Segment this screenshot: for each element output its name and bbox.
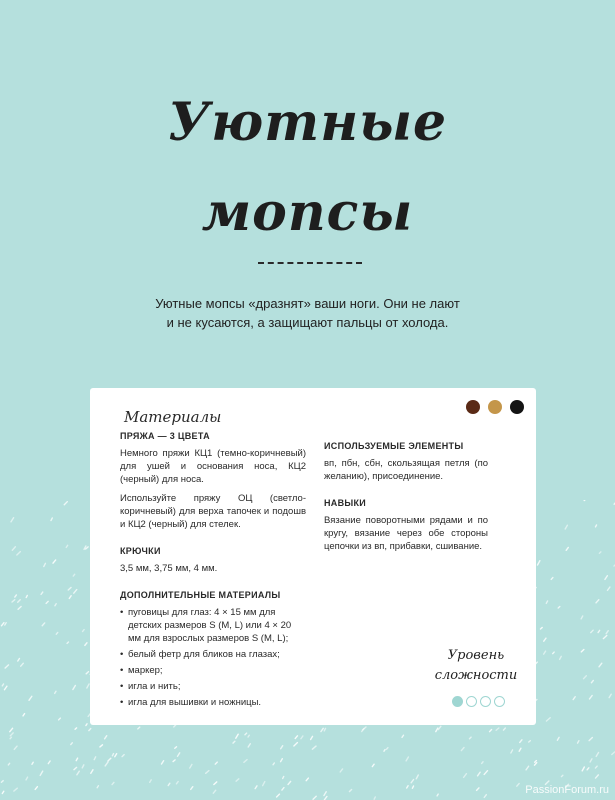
speckle-mark	[10, 737, 11, 739]
speckle-mark	[557, 737, 559, 740]
speckle-mark	[484, 795, 486, 798]
speckle-mark	[582, 767, 584, 771]
speckle-mark	[42, 623, 44, 626]
speckle-mark	[581, 616, 583, 619]
speckle-mark	[546, 718, 550, 721]
speckle-mark	[412, 786, 413, 788]
speckle-mark	[233, 741, 235, 743]
speckle-mark	[596, 775, 599, 778]
speckle-mark	[490, 730, 492, 732]
speckle-mark	[23, 714, 25, 716]
speckle-mark	[4, 686, 6, 690]
difficulty-dot	[452, 696, 463, 707]
speckle-mark	[478, 772, 481, 776]
speckle-mark	[29, 696, 32, 700]
speckle-mark	[69, 596, 71, 599]
speckle-mark	[595, 766, 597, 768]
list-item: • игла и нить;	[120, 680, 306, 693]
speckle-mark	[263, 782, 265, 786]
speckle-mark	[581, 649, 584, 651]
speckle-mark	[56, 632, 57, 634]
difficulty-dot	[480, 696, 491, 707]
speckle-mark	[112, 754, 113, 756]
speckle-mark	[324, 796, 326, 799]
decorative-dashed-divider	[258, 262, 362, 264]
speckle-mark	[436, 728, 438, 732]
speckle-mark	[14, 788, 17, 791]
speckle-mark	[215, 762, 217, 764]
speckle-mark	[566, 547, 568, 550]
speckle-mark	[526, 766, 529, 770]
speckle-mark	[535, 761, 537, 763]
speckle-mark	[589, 738, 592, 741]
speckle-mark	[438, 726, 440, 729]
speckle-mark	[44, 563, 46, 566]
speckle-mark	[406, 757, 408, 761]
speckle-mark	[324, 792, 326, 796]
speckle-mark	[273, 763, 274, 765]
speckle-mark	[484, 771, 487, 775]
speckle-mark	[540, 627, 542, 629]
difficulty-rating	[452, 696, 505, 707]
yarn-swatch-light-brown	[488, 400, 502, 414]
yarn-swatch-black	[510, 400, 524, 414]
speckle-mark	[248, 735, 249, 737]
elements-text: вп, пбн, сбн, скользящая петля (по желанию), присоединение.	[324, 458, 488, 482]
speckle-mark	[32, 762, 33, 764]
yarn-swatch-dark-brown	[466, 400, 480, 414]
watermark-text: PassionForum.ru	[525, 784, 609, 796]
materials-left-column	[120, 430, 306, 723]
speckle-mark	[51, 518, 52, 521]
speckle-mark	[94, 757, 95, 760]
speckle-mark	[591, 630, 593, 632]
speckle-mark	[55, 604, 56, 606]
difficulty-label	[430, 646, 522, 686]
speckle-mark	[595, 525, 596, 527]
speckle-mark	[26, 595, 27, 597]
speckle-mark	[86, 672, 88, 674]
speckle-mark	[75, 728, 76, 729]
speckle-mark	[301, 736, 303, 739]
yarn-paragraph-2: Используйте пряжу ОЦ (светло-коричневый) для верха тапочек и подошв и КЦ2 (черный) для стелек.	[120, 493, 306, 530]
speckle-mark	[282, 788, 284, 791]
speckle-mark	[15, 595, 17, 597]
speckle-mark	[605, 576, 607, 580]
speckle-mark	[578, 741, 579, 743]
speckle-mark	[191, 787, 193, 790]
speckle-mark	[21, 663, 24, 666]
speckle-mark	[340, 769, 342, 772]
speckle-mark	[173, 760, 175, 762]
speckle-mark	[591, 680, 593, 682]
yarn-paragraph-1: Немного пряжи КЦ1 (темно-коричневый) для ушей и основания носа, КЦ2 (черный) для носа.	[120, 448, 306, 485]
speckle-mark	[10, 728, 13, 731]
speckle-mark	[68, 587, 71, 590]
speckle-mark	[544, 638, 546, 641]
speckle-mark	[74, 767, 77, 769]
speckle-mark	[73, 574, 74, 576]
speckle-mark	[91, 770, 93, 773]
speckle-mark	[1, 781, 3, 783]
speckle-mark	[464, 774, 467, 778]
speckle-mark	[573, 697, 575, 700]
hooks-heading: КРЮЧКИ	[120, 546, 161, 556]
speckle-mark	[561, 775, 562, 776]
speckle-mark	[71, 743, 72, 745]
speckle-mark	[55, 691, 56, 693]
speckle-mark	[108, 758, 111, 761]
extra-materials-section	[120, 589, 306, 709]
speckle-mark	[551, 578, 553, 580]
speckle-mark	[437, 794, 438, 796]
speckle-mark	[535, 763, 537, 766]
speckle-mark	[40, 771, 43, 775]
speckle-mark	[294, 743, 297, 746]
speckle-mark	[100, 745, 103, 747]
speckle-mark	[255, 786, 257, 789]
speckle-mark	[349, 790, 351, 792]
speckle-mark	[87, 684, 89, 688]
speckle-mark	[374, 797, 375, 799]
speckle-mark	[288, 781, 291, 784]
speckle-mark	[236, 734, 238, 738]
speckle-mark	[384, 750, 385, 752]
speckle-mark	[46, 601, 48, 603]
speckle-mark	[150, 780, 152, 782]
list-item: • белый фетр для бликов на глазах;	[120, 648, 306, 661]
speckle-mark	[82, 765, 84, 768]
speckle-mark	[18, 606, 21, 609]
speckle-mark	[281, 759, 283, 762]
speckle-mark	[162, 761, 164, 764]
speckle-mark	[584, 676, 587, 679]
speckle-mark	[596, 753, 598, 757]
speckle-mark	[12, 600, 15, 602]
speckle-mark	[281, 746, 283, 749]
speckle-mark	[112, 782, 114, 784]
speckle-mark	[519, 748, 521, 751]
materials-card	[90, 388, 536, 725]
speckle-mark	[14, 746, 17, 749]
speckle-mark	[122, 755, 124, 757]
speckle-mark	[248, 744, 250, 747]
speckle-mark	[12, 547, 15, 551]
speckle-mark	[97, 786, 98, 788]
speckle-mark	[74, 590, 77, 594]
speckle-mark	[402, 735, 403, 737]
speckle-mark	[115, 754, 117, 757]
speckle-mark	[41, 592, 43, 594]
speckle-mark	[10, 733, 13, 736]
difficulty-label-line-2: сложности	[434, 668, 518, 683]
speckle-mark	[64, 502, 67, 505]
speckle-mark	[560, 656, 562, 659]
skills-text: Вязание поворотными рядами и по кругу, вязание через обе стороны цепочки из вп, прибавки, сшивание.	[324, 515, 488, 552]
speckle-mark	[178, 753, 180, 756]
speckle-mark	[407, 786, 408, 788]
speckle-mark	[599, 663, 602, 667]
speckle-mark	[587, 768, 589, 770]
speckle-mark	[496, 728, 499, 730]
speckle-mark	[553, 652, 554, 654]
speckle-mark	[520, 740, 522, 743]
elements-heading: ИСПОЛЬЗУЕМЫЕ ЭЛЕМЕНТЫ	[324, 441, 464, 451]
speckle-mark	[85, 643, 87, 646]
speckle-mark	[67, 642, 68, 643]
speckle-mark	[245, 733, 247, 735]
speckle-mark	[83, 630, 85, 632]
speckle-mark	[89, 729, 91, 731]
speckle-mark	[544, 651, 546, 654]
speckle-mark	[362, 729, 364, 732]
speckle-mark	[138, 727, 140, 729]
speckle-mark	[59, 718, 61, 720]
speckle-mark	[214, 782, 217, 785]
extra-materials-heading: ДОПОЛНИТЕЛЬНЫЕ МАТЕРИАЛЫ	[120, 590, 281, 600]
speckle-mark	[244, 760, 247, 763]
speckle-mark	[461, 747, 464, 750]
speckle-mark	[213, 790, 215, 793]
speckle-mark	[2, 684, 3, 686]
speckle-mark	[411, 779, 413, 782]
speckle-mark	[11, 518, 14, 522]
speckle-mark	[482, 762, 483, 764]
page-title-line-2: мопсы	[201, 182, 414, 243]
list-item: • игла для вышивки и ножницы.	[120, 696, 306, 709]
hooks-section	[120, 545, 306, 575]
speckle-mark	[105, 736, 107, 739]
speckle-mark	[372, 764, 374, 766]
skills-heading: НАВЫКИ	[324, 498, 367, 508]
difficulty-label-line-1: Уровень	[447, 648, 505, 663]
speckle-mark	[5, 665, 8, 668]
speckle-mark	[206, 771, 209, 774]
speckle-mark	[53, 560, 56, 563]
speckle-mark	[236, 779, 239, 781]
list-item: • пуговицы для глаз: 4 × 15 мм для детских размеров S (M, L) или 4 × 20 мм для взрослых размеров S (M, L);	[120, 606, 306, 645]
speckle-mark	[470, 737, 472, 739]
speckle-mark	[546, 601, 547, 603]
speckle-mark	[176, 782, 178, 784]
speckle-mark	[606, 631, 608, 634]
speckle-mark	[295, 736, 297, 739]
speckle-mark	[5, 623, 6, 625]
elements-section	[324, 440, 488, 483]
speckle-mark	[598, 630, 600, 632]
speckle-mark	[18, 658, 20, 661]
yarn-color-swatches	[466, 400, 524, 414]
speckle-mark	[416, 775, 418, 779]
speckle-mark	[105, 762, 108, 766]
speckle-mark	[529, 741, 531, 742]
speckle-mark	[477, 788, 479, 790]
speckle-mark	[8, 763, 9, 765]
speckle-mark	[313, 796, 316, 799]
speckle-mark	[17, 552, 20, 555]
speckle-mark	[26, 777, 28, 780]
list-item: • маркер;	[120, 664, 306, 677]
speckle-mark	[283, 776, 284, 778]
speckle-mark	[584, 500, 586, 501]
speckle-mark	[306, 778, 308, 781]
speckle-mark	[48, 761, 50, 764]
speckle-mark	[73, 685, 75, 689]
speckle-mark	[175, 747, 177, 748]
speckle-mark	[76, 758, 77, 760]
difficulty-dot	[466, 696, 477, 707]
speckle-mark	[277, 794, 280, 797]
speckle-mark	[612, 752, 615, 754]
speckle-mark	[517, 784, 519, 787]
speckle-mark	[321, 728, 323, 731]
speckle-mark	[312, 746, 316, 749]
speckle-mark	[86, 724, 87, 726]
yarn-heading: ПРЯЖА — 3 ЦВЕТА	[120, 431, 210, 441]
speckle-mark	[387, 748, 388, 750]
hooks-text: 3,5 мм, 3,75 мм, 4 мм.	[120, 563, 218, 574]
speckle-mark	[607, 587, 609, 590]
page-title-line-1: Уютные	[167, 92, 448, 153]
speckle-mark	[66, 545, 67, 547]
speckle-mark	[590, 759, 592, 762]
materials-right-column	[324, 440, 488, 567]
speckle-mark	[190, 764, 192, 768]
speckle-mark	[503, 728, 505, 730]
skills-section	[324, 497, 488, 553]
speckle-mark	[596, 600, 599, 603]
speckle-mark	[77, 771, 79, 775]
speckle-mark	[590, 695, 593, 698]
speckle-mark	[1, 623, 3, 626]
speckle-mark	[2, 791, 3, 793]
intro-text: Уютные мопсы «дразнят» ваши ноги. Они не лают и не кусаются, а защищают пальцы от холода.	[155, 296, 460, 330]
speckle-mark	[603, 636, 606, 639]
speckle-mark	[324, 728, 325, 731]
materials-card-title: Материалы	[124, 408, 222, 426]
speckle-mark	[609, 694, 611, 697]
speckle-mark	[18, 600, 20, 602]
speckle-mark	[511, 750, 513, 753]
extra-materials-list	[120, 606, 306, 709]
speckle-mark	[565, 525, 567, 529]
speckle-mark	[168, 783, 170, 785]
speckle-mark	[35, 787, 37, 790]
speckle-mark	[599, 552, 600, 553]
speckle-mark	[538, 561, 540, 565]
yarn-section	[120, 430, 306, 531]
speckle-mark	[558, 607, 560, 608]
difficulty-dot	[494, 696, 505, 707]
speckle-mark	[311, 736, 313, 739]
